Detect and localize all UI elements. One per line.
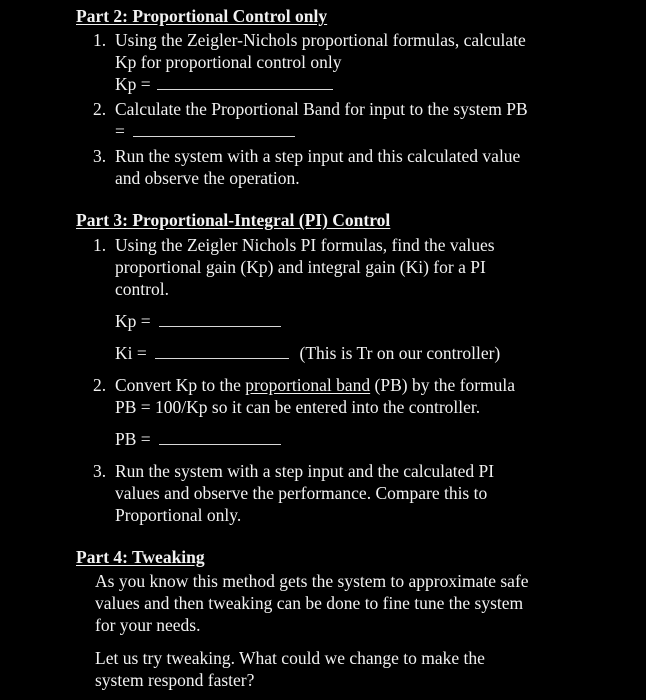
part3-ki-row bbox=[115, 342, 500, 364]
part3-kp-row bbox=[115, 310, 281, 332]
part3-ki-answer-blank[interactable] bbox=[155, 342, 289, 359]
part4-para2-line2: system respond faster? bbox=[95, 670, 255, 690]
part3-item3-number: 3. bbox=[93, 461, 107, 481]
part3-item1-number: 1. bbox=[93, 235, 107, 255]
part3-item2-number: 2. bbox=[93, 375, 107, 395]
part2-item3-line1: Run the system with a step input and this calculated value bbox=[115, 146, 521, 166]
part2-item2-number: 2. bbox=[93, 99, 107, 119]
part2-pb-equals: = bbox=[115, 121, 125, 141]
part3-ki-label: Ki = bbox=[115, 343, 147, 363]
part2-kp-label: Kp = bbox=[115, 74, 151, 94]
part2-pb-answer-blank[interactable] bbox=[133, 120, 295, 137]
part4-para2-line1: Let us try tweaking. What could we change to make the bbox=[95, 648, 485, 668]
part2-item1-number: 1. bbox=[93, 30, 107, 50]
part3-item3-line1: Run the system with a step input and the calculated PI bbox=[115, 461, 495, 481]
part3-item2-line1 bbox=[115, 374, 515, 396]
part3-kp-answer-blank[interactable] bbox=[159, 310, 281, 327]
part2-item1-line1: Using the Zeigler-Nichols proportional formulas, calculate bbox=[115, 30, 526, 50]
part4-para1-line3: for your needs. bbox=[95, 615, 201, 635]
part3-pb-answer-blank[interactable] bbox=[159, 428, 281, 445]
part2-kp-answer-blank[interactable] bbox=[157, 73, 333, 90]
part2-item3-number: 3. bbox=[93, 146, 107, 166]
part3-pb-row bbox=[115, 428, 281, 450]
part3-item1-line3: control. bbox=[115, 279, 169, 299]
part3-item3-line2: values and observe the performance. Compare this to bbox=[115, 483, 488, 503]
part3-pb-label: PB = bbox=[115, 429, 151, 449]
part2-kp-row bbox=[115, 73, 333, 95]
part4-para1-line2: values and then tweaking can be done to fine tune the system bbox=[95, 593, 524, 613]
part3-heading: Part 3: Proportional-Integral (PI) Control bbox=[76, 210, 391, 230]
part2-item3-line2: and observe the operation. bbox=[115, 168, 300, 188]
part3-item1-line2: proportional gain (Kp) and integral gain (Ki) for a PI bbox=[115, 257, 486, 277]
part3-ki-note: (This is Tr on our controller) bbox=[299, 343, 501, 363]
part4-heading: Part 4: Tweaking bbox=[76, 547, 205, 567]
proportional-band-term: proportional band bbox=[245, 375, 371, 395]
part3-item2-line1-before: Convert Kp to the bbox=[115, 375, 246, 395]
part2-item2-line1: Calculate the Proportional Band for input to the system PB bbox=[115, 99, 528, 119]
part3-item2-line2: PB = 100/Kp so it can be entered into the controller. bbox=[115, 397, 481, 417]
part2-item1-line2: Kp for proportional control only bbox=[115, 52, 342, 72]
part3-item2-line1-after: (PB) by the formula bbox=[370, 375, 516, 395]
part3-kp-label: Kp = bbox=[115, 311, 151, 331]
part3-item1-line1: Using the Zeigler Nichols PI formulas, find the values bbox=[115, 235, 495, 255]
part2-heading: Part 2: Proportional Control only bbox=[76, 6, 328, 26]
part3-item3-line3: Proportional only. bbox=[115, 505, 242, 525]
part2-pb-row bbox=[115, 120, 295, 142]
part4-para1-line1: As you know this method gets the system to approximate safe bbox=[95, 571, 529, 591]
